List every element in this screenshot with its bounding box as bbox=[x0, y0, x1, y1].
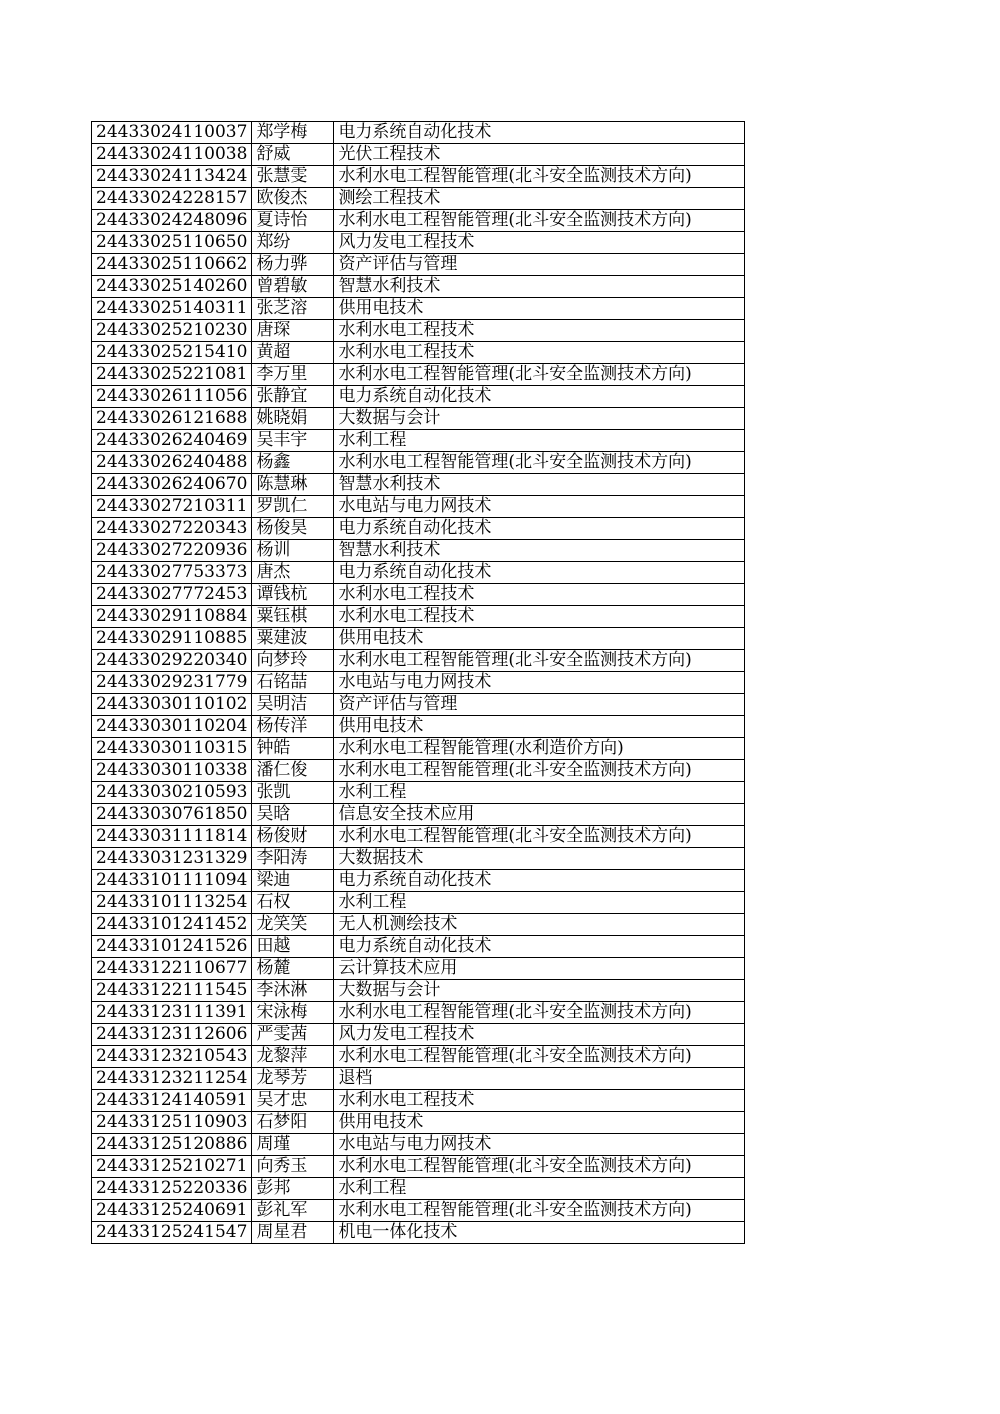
exam-number-cell: 24433027772453 bbox=[92, 584, 252, 606]
exam-number-cell: 24433025221081 bbox=[92, 364, 252, 386]
exam-number-cell: 24433029110885 bbox=[92, 628, 252, 650]
student-name-cell: 周星君 bbox=[252, 1222, 334, 1244]
table-row bbox=[92, 1156, 745, 1178]
table-row bbox=[92, 584, 745, 606]
exam-number-cell: 24433030761850 bbox=[92, 804, 252, 826]
exam-number-cell: 24433024110038 bbox=[92, 144, 252, 166]
exam-number-cell: 24433122111545 bbox=[92, 980, 252, 1002]
table-row bbox=[92, 188, 745, 210]
major-cell: 水电站与电力网技术 bbox=[334, 1134, 745, 1156]
exam-number-cell: 24433025110662 bbox=[92, 254, 252, 276]
major-cell: 资产评估与管理 bbox=[334, 694, 745, 716]
exam-number-cell: 24433026240469 bbox=[92, 430, 252, 452]
major-cell: 供用电技术 bbox=[334, 628, 745, 650]
table-body bbox=[92, 122, 745, 1244]
student-name-cell: 张慧雯 bbox=[252, 166, 334, 188]
student-name-cell: 郑纷 bbox=[252, 232, 334, 254]
table-row bbox=[92, 936, 745, 958]
exam-number-cell: 24433029220340 bbox=[92, 650, 252, 672]
exam-number-cell: 24433024113424 bbox=[92, 166, 252, 188]
major-cell: 云计算技术应用 bbox=[334, 958, 745, 980]
major-cell: 退档 bbox=[334, 1068, 745, 1090]
table-row bbox=[92, 760, 745, 782]
exam-number-cell: 24433026240488 bbox=[92, 452, 252, 474]
major-cell: 水利水电工程智能管理(北斗安全监测技术方向) bbox=[334, 452, 745, 474]
table-row bbox=[92, 540, 745, 562]
student-name-cell: 潘仁俊 bbox=[252, 760, 334, 782]
exam-number-cell: 24433030110204 bbox=[92, 716, 252, 738]
table-row bbox=[92, 562, 745, 584]
exam-number-cell: 24433029110884 bbox=[92, 606, 252, 628]
student-name-cell: 李沐淋 bbox=[252, 980, 334, 1002]
table-row bbox=[92, 430, 745, 452]
exam-number-cell: 24433027210311 bbox=[92, 496, 252, 518]
major-cell: 水利工程 bbox=[334, 892, 745, 914]
major-cell: 大数据技术 bbox=[334, 848, 745, 870]
major-cell: 水利水电工程智能管理(水利造价方向) bbox=[334, 738, 745, 760]
table-row bbox=[92, 144, 745, 166]
major-cell: 水利水电工程智能管理(北斗安全监测技术方向) bbox=[334, 1200, 745, 1222]
student-name-cell: 田越 bbox=[252, 936, 334, 958]
major-cell: 水电站与电力网技术 bbox=[334, 496, 745, 518]
major-cell: 信息安全技术应用 bbox=[334, 804, 745, 826]
student-name-cell: 梁迪 bbox=[252, 870, 334, 892]
major-cell: 风力发电工程技术 bbox=[334, 232, 745, 254]
table-row bbox=[92, 848, 745, 870]
major-cell: 机电一体化技术 bbox=[334, 1222, 745, 1244]
major-cell: 水利水电工程智能管理(北斗安全监测技术方向) bbox=[334, 210, 745, 232]
major-cell: 水利水电工程智能管理(北斗安全监测技术方向) bbox=[334, 364, 745, 386]
student-name-cell: 杨力骅 bbox=[252, 254, 334, 276]
table-row bbox=[92, 958, 745, 980]
student-name-cell: 杨俊昊 bbox=[252, 518, 334, 540]
table-row bbox=[92, 452, 745, 474]
student-name-cell: 陈慧琳 bbox=[252, 474, 334, 496]
exam-number-cell: 24433031111814 bbox=[92, 826, 252, 848]
major-cell: 水利水电工程技术 bbox=[334, 606, 745, 628]
major-cell: 水利水电工程技术 bbox=[334, 584, 745, 606]
student-name-cell: 吴晗 bbox=[252, 804, 334, 826]
student-name-cell: 李万里 bbox=[252, 364, 334, 386]
table-row bbox=[92, 804, 745, 826]
student-name-cell: 彭邦 bbox=[252, 1178, 334, 1200]
exam-number-cell: 24433030110315 bbox=[92, 738, 252, 760]
major-cell: 水利水电工程智能管理(北斗安全监测技术方向) bbox=[334, 1002, 745, 1024]
table-row bbox=[92, 408, 745, 430]
student-name-cell: 宋泳梅 bbox=[252, 1002, 334, 1024]
student-name-cell: 夏诗怡 bbox=[252, 210, 334, 232]
major-cell: 水利水电工程技术 bbox=[334, 320, 745, 342]
student-name-cell: 吴明洁 bbox=[252, 694, 334, 716]
exam-number-cell: 24433027753373 bbox=[92, 562, 252, 584]
table-row bbox=[92, 914, 745, 936]
major-cell: 智慧水利技术 bbox=[334, 276, 745, 298]
exam-number-cell: 24433123211254 bbox=[92, 1068, 252, 1090]
exam-number-cell: 24433125120886 bbox=[92, 1134, 252, 1156]
table-row bbox=[92, 496, 745, 518]
student-name-cell: 钟皓 bbox=[252, 738, 334, 760]
student-name-cell: 龙笑笑 bbox=[252, 914, 334, 936]
table-row bbox=[92, 320, 745, 342]
major-cell: 电力系统自动化技术 bbox=[334, 518, 745, 540]
exam-number-cell: 24433101113254 bbox=[92, 892, 252, 914]
student-name-cell: 张静宜 bbox=[252, 386, 334, 408]
major-cell: 水利水电工程智能管理(北斗安全监测技术方向) bbox=[334, 760, 745, 782]
major-cell: 电力系统自动化技术 bbox=[334, 936, 745, 958]
table-row bbox=[92, 298, 745, 320]
table-row bbox=[92, 782, 745, 804]
major-cell: 资产评估与管理 bbox=[334, 254, 745, 276]
major-cell: 智慧水利技术 bbox=[334, 474, 745, 496]
table-row bbox=[92, 1090, 745, 1112]
exam-number-cell: 24433122110677 bbox=[92, 958, 252, 980]
exam-number-cell: 24433026111056 bbox=[92, 386, 252, 408]
student-name-cell: 唐杰 bbox=[252, 562, 334, 584]
table-row bbox=[92, 1046, 745, 1068]
table-row bbox=[92, 166, 745, 188]
table-row bbox=[92, 342, 745, 364]
admission-list-table bbox=[91, 121, 745, 1244]
student-name-cell: 郑学梅 bbox=[252, 122, 334, 144]
exam-number-cell: 24433025140260 bbox=[92, 276, 252, 298]
exam-number-cell: 24433029231779 bbox=[92, 672, 252, 694]
student-name-cell: 张凯 bbox=[252, 782, 334, 804]
table-row bbox=[92, 276, 745, 298]
major-cell: 电力系统自动化技术 bbox=[334, 562, 745, 584]
exam-number-cell: 24433123210543 bbox=[92, 1046, 252, 1068]
exam-number-cell: 24433026121688 bbox=[92, 408, 252, 430]
table-row bbox=[92, 474, 745, 496]
table-row bbox=[92, 210, 745, 232]
exam-number-cell: 24433101111094 bbox=[92, 870, 252, 892]
table-row bbox=[92, 254, 745, 276]
table-row bbox=[92, 694, 745, 716]
student-name-cell: 吴丰宇 bbox=[252, 430, 334, 452]
major-cell: 水利工程 bbox=[334, 782, 745, 804]
exam-number-cell: 24433123112606 bbox=[92, 1024, 252, 1046]
table-row bbox=[92, 1222, 745, 1244]
student-name-cell: 罗凯仁 bbox=[252, 496, 334, 518]
exam-number-cell: 24433027220343 bbox=[92, 518, 252, 540]
table-row bbox=[92, 518, 745, 540]
student-name-cell: 杨麓 bbox=[252, 958, 334, 980]
table-row bbox=[92, 870, 745, 892]
exam-number-cell: 24433024248096 bbox=[92, 210, 252, 232]
student-name-cell: 唐琛 bbox=[252, 320, 334, 342]
exam-number-cell: 24433025110650 bbox=[92, 232, 252, 254]
major-cell: 电力系统自动化技术 bbox=[334, 870, 745, 892]
table-row bbox=[92, 1134, 745, 1156]
student-name-cell: 石梦阳 bbox=[252, 1112, 334, 1134]
table-row bbox=[92, 716, 745, 738]
exam-number-cell: 24433101241452 bbox=[92, 914, 252, 936]
student-name-cell: 杨俊财 bbox=[252, 826, 334, 848]
student-name-cell: 杨鑫 bbox=[252, 452, 334, 474]
student-name-cell: 石铭喆 bbox=[252, 672, 334, 694]
major-cell: 水电站与电力网技术 bbox=[334, 672, 745, 694]
student-name-cell: 张芝溶 bbox=[252, 298, 334, 320]
student-name-cell: 石权 bbox=[252, 892, 334, 914]
major-cell: 供用电技术 bbox=[334, 716, 745, 738]
major-cell: 智慧水利技术 bbox=[334, 540, 745, 562]
exam-number-cell: 24433025215410 bbox=[92, 342, 252, 364]
major-cell: 大数据与会计 bbox=[334, 980, 745, 1002]
major-cell: 风力发电工程技术 bbox=[334, 1024, 745, 1046]
major-cell: 水利工程 bbox=[334, 430, 745, 452]
exam-number-cell: 24433125110903 bbox=[92, 1112, 252, 1134]
major-cell: 水利水电工程技术 bbox=[334, 1090, 745, 1112]
major-cell: 大数据与会计 bbox=[334, 408, 745, 430]
exam-number-cell: 24433031231329 bbox=[92, 848, 252, 870]
major-cell: 水利水电工程智能管理(北斗安全监测技术方向) bbox=[334, 1156, 745, 1178]
major-cell: 水利水电工程智能管理(北斗安全监测技术方向) bbox=[334, 826, 745, 848]
major-cell: 电力系统自动化技术 bbox=[334, 386, 745, 408]
major-cell: 水利水电工程智能管理(北斗安全监测技术方向) bbox=[334, 1046, 745, 1068]
table-row bbox=[92, 1068, 745, 1090]
table-row bbox=[92, 650, 745, 672]
table-row bbox=[92, 364, 745, 386]
student-name-cell: 向秀玉 bbox=[252, 1156, 334, 1178]
table-row bbox=[92, 672, 745, 694]
student-name-cell: 谭钱杭 bbox=[252, 584, 334, 606]
student-name-cell: 粟钰棋 bbox=[252, 606, 334, 628]
exam-number-cell: 24433125241547 bbox=[92, 1222, 252, 1244]
table-row bbox=[92, 738, 745, 760]
major-cell: 水利工程 bbox=[334, 1178, 745, 1200]
exam-number-cell: 24433123111391 bbox=[92, 1002, 252, 1024]
student-name-cell: 舒威 bbox=[252, 144, 334, 166]
table-row bbox=[92, 1200, 745, 1222]
major-cell: 水利水电工程智能管理(北斗安全监测技术方向) bbox=[334, 166, 745, 188]
student-name-cell: 吴才忠 bbox=[252, 1090, 334, 1112]
major-cell: 无人机测绘技术 bbox=[334, 914, 745, 936]
table-row bbox=[92, 1178, 745, 1200]
exam-number-cell: 24433026240670 bbox=[92, 474, 252, 496]
student-name-cell: 姚晓娟 bbox=[252, 408, 334, 430]
student-name-cell: 黄超 bbox=[252, 342, 334, 364]
student-name-cell: 周瑾 bbox=[252, 1134, 334, 1156]
table-row bbox=[92, 892, 745, 914]
table-row bbox=[92, 980, 745, 1002]
table-row bbox=[92, 1002, 745, 1024]
student-name-cell: 杨训 bbox=[252, 540, 334, 562]
exam-number-cell: 24433030110102 bbox=[92, 694, 252, 716]
student-name-cell: 龙黎萍 bbox=[252, 1046, 334, 1068]
table-row bbox=[92, 1024, 745, 1046]
major-cell: 供用电技术 bbox=[334, 298, 745, 320]
table-row bbox=[92, 386, 745, 408]
table-row bbox=[92, 628, 745, 650]
student-name-cell: 李阳涛 bbox=[252, 848, 334, 870]
student-name-cell: 欧俊杰 bbox=[252, 188, 334, 210]
exam-number-cell: 24433030110338 bbox=[92, 760, 252, 782]
table-row bbox=[92, 606, 745, 628]
exam-number-cell: 24433024228157 bbox=[92, 188, 252, 210]
student-name-cell: 粟建波 bbox=[252, 628, 334, 650]
exam-number-cell: 24433124140591 bbox=[92, 1090, 252, 1112]
major-cell: 电力系统自动化技术 bbox=[334, 122, 745, 144]
exam-number-cell: 24433025210230 bbox=[92, 320, 252, 342]
student-name-cell: 向梦玲 bbox=[252, 650, 334, 672]
table-row bbox=[92, 122, 745, 144]
exam-number-cell: 24433101241526 bbox=[92, 936, 252, 958]
table-row bbox=[92, 826, 745, 848]
table-row bbox=[92, 232, 745, 254]
exam-number-cell: 24433030210593 bbox=[92, 782, 252, 804]
student-name-cell: 严雯茜 bbox=[252, 1024, 334, 1046]
major-cell: 水利水电工程技术 bbox=[334, 342, 745, 364]
exam-number-cell: 24433125240691 bbox=[92, 1200, 252, 1222]
major-cell: 测绘工程技术 bbox=[334, 188, 745, 210]
table-row bbox=[92, 1112, 745, 1134]
major-cell: 水利水电工程智能管理(北斗安全监测技术方向) bbox=[334, 650, 745, 672]
exam-number-cell: 24433024110037 bbox=[92, 122, 252, 144]
student-name-cell: 龙琴芳 bbox=[252, 1068, 334, 1090]
exam-number-cell: 24433125210271 bbox=[92, 1156, 252, 1178]
exam-number-cell: 24433125220336 bbox=[92, 1178, 252, 1200]
exam-number-cell: 24433025140311 bbox=[92, 298, 252, 320]
student-name-cell: 彭礼军 bbox=[252, 1200, 334, 1222]
major-cell: 光伏工程技术 bbox=[334, 144, 745, 166]
exam-number-cell: 24433027220936 bbox=[92, 540, 252, 562]
student-name-cell: 杨传洋 bbox=[252, 716, 334, 738]
student-name-cell: 曾碧敏 bbox=[252, 276, 334, 298]
major-cell: 供用电技术 bbox=[334, 1112, 745, 1134]
